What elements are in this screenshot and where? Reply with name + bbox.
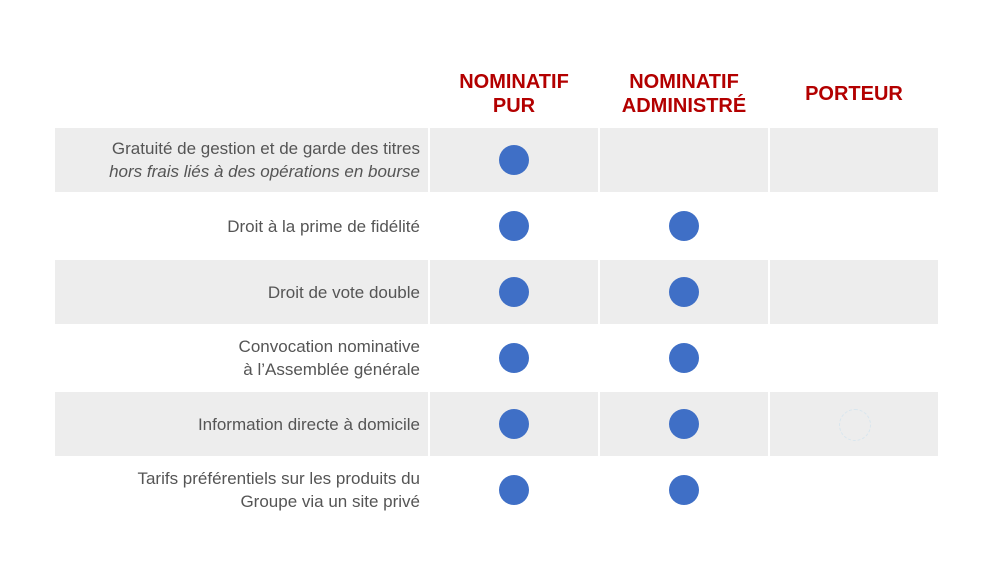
feature-label [198,392,420,456]
comparison-table [55,128,938,524]
feature-label-line1: Tarifs préférentiels sur les produits du [137,469,420,488]
mark-cell [430,194,598,258]
feature-label-line1: Gratuité de gestion et de garde des titres [111,139,420,158]
mark-cell [770,458,938,522]
mark-cell [430,326,598,390]
table-row [55,392,938,456]
check-dot-icon [499,145,529,175]
mark-cell [770,326,938,390]
column-header-nominatif-administre: NOMINATIF ADMINISTRÉ [621,71,747,117]
check-dot-icon [669,343,699,373]
mark-cell [600,260,768,324]
feature-cell [55,458,428,522]
feature-label [227,194,420,258]
mark-cell [600,326,768,390]
mark-cell [770,392,938,456]
feature-label-line1: Information directe à domicile [197,414,420,434]
column-header-nominatif-pur: NOMINATIF PUR [459,71,569,117]
table-row [55,260,938,324]
mark-cell [600,458,768,522]
feature-label [239,326,420,390]
feature-cell [55,128,428,192]
table-row [55,458,938,522]
table-row [55,194,938,258]
feature-cell [55,260,428,324]
feature-label-line2: Groupe via un site privé [240,492,420,511]
feature-cell [55,194,428,258]
faint-dot-icon [839,409,871,441]
check-dot-icon [499,343,529,373]
table-row [55,326,938,390]
mark-cell [600,128,768,192]
mark-cell [430,128,598,192]
check-dot-icon [669,475,699,505]
table-row [55,128,938,192]
check-dot-icon [669,277,699,307]
feature-label-line2: à l’Assemblée générale [243,360,420,379]
feature-cell [55,392,428,456]
check-dot-icon [499,475,529,505]
feature-cell [55,326,428,390]
feature-label-line1: Droit de vote double [267,282,420,302]
feature-label-line1: Convocation nominative [238,337,420,356]
feature-label [137,458,420,522]
check-dot-icon [669,211,699,241]
feature-label-line2: hors frais liés à des opérations en bourse [109,162,420,181]
check-dot-icon [499,409,529,439]
column-headers [0,0,1000,128]
mark-cell [770,194,938,258]
mark-cell [770,128,938,192]
mark-cell [430,260,598,324]
mark-cell [770,260,938,324]
feature-label [109,128,420,192]
column-header-porteur: PORTEUR [805,83,903,105]
mark-cell [430,392,598,456]
mark-cell [600,392,768,456]
feature-label [268,260,420,324]
check-dot-icon [499,277,529,307]
mark-cell [430,458,598,522]
check-dot-icon [499,211,529,241]
mark-cell [600,194,768,258]
check-dot-icon [669,409,699,439]
feature-label-line1: Droit à la prime de fidélité [227,216,420,236]
